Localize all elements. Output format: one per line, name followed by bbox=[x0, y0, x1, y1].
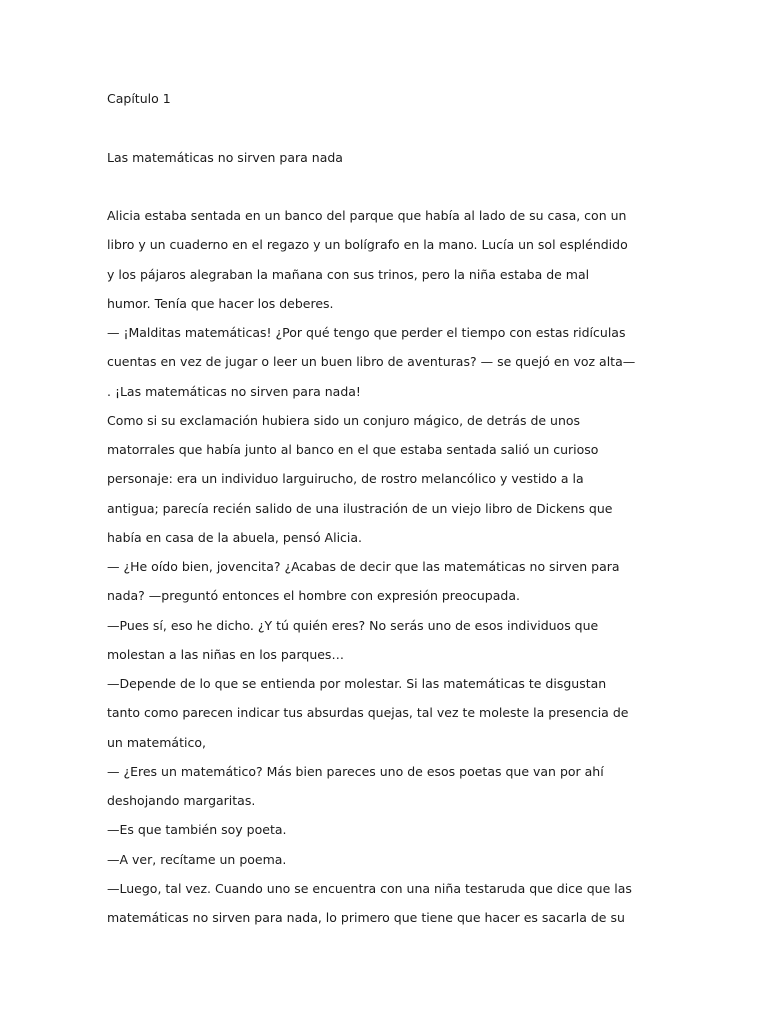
text-line: —A ver, recítame un poema. bbox=[107, 851, 287, 867]
text-line: —Luego, tal vez. Cuando uno se encuentra con una niña testaruda que dice que las bbox=[107, 880, 632, 896]
text-line: deshojando margaritas. bbox=[107, 793, 256, 808]
text-line: —Es que también soy poeta. bbox=[107, 822, 287, 838]
chapter-subtitle: Las matemáticas no sirven para nada bbox=[107, 150, 343, 165]
text-line: matorrales que había junto al banco en el que estaba sentada salió un curioso bbox=[107, 442, 599, 457]
text-line: un matemático, bbox=[107, 734, 206, 750]
text-line: nada? —preguntó entonces el hombre con expresión preocupada. bbox=[107, 588, 520, 604]
body-text bbox=[107, 207, 667, 938]
text-line: humor. Tenía que hacer los deberes. bbox=[107, 295, 334, 311]
text-line: matemáticas no sirven para nada, lo primero que tiene que hacer es sacarla de su bbox=[107, 910, 625, 925]
chapter-title: Capítulo 1 bbox=[107, 91, 171, 106]
text-line: — ¡Malditas matemáticas! ¿Por qué tengo que perder el tiempo con estas ridículas bbox=[107, 325, 626, 340]
text-line: tanto como parecen indicar tus absurdas quejas, tal vez te moleste la presencia de bbox=[107, 705, 629, 721]
text-line: antigua; parecía recién salido de una ilustración de un viejo libro de Dickens que bbox=[107, 500, 613, 516]
text-line: personaje: era un individuo larguirucho, de rostro melancólico y vestido a la bbox=[107, 471, 584, 487]
text-line: molestan a las niñas en los parques… bbox=[107, 646, 344, 662]
text-line: . ¡Las matemáticas no sirven para nada! bbox=[107, 383, 361, 399]
text-line: —Depende de lo que se entienda por molestar. Si las matemáticas te disgustan bbox=[107, 676, 607, 691]
text-line: Como si su exclamación hubiera sido un conjuro mágico, de detrás de unos bbox=[107, 412, 581, 428]
text-line: libro y un cuaderno en el regazo y un bolígrafo en la mano. Lucía un sol espléndido bbox=[107, 237, 628, 253]
text-line: —Pues sí, eso he dicho. ¿Y tú quién eres? No serás uno de esos individuos que bbox=[107, 617, 599, 633]
text-line: y los pájaros alegraban la mañana con sus trinos, pero la niña estaba de mal bbox=[107, 266, 590, 282]
text-line: — ¿He oído bien, jovencita? ¿Acabas de decir que las matemáticas no sirven para bbox=[107, 559, 620, 574]
text-line: Alicia estaba sentada en un banco del parque que había al lado de su casa, con un bbox=[107, 208, 627, 223]
text-line: cuentas en vez de jugar o leer un buen libro de aventuras? — se quejó en voz alta— bbox=[107, 354, 636, 370]
text-line: había en casa de la abuela, pensó Alicia. bbox=[107, 529, 363, 545]
text-line: — ¿Eres un matemático? Más bien pareces uno de esos poetas que van por ahí bbox=[107, 763, 604, 779]
